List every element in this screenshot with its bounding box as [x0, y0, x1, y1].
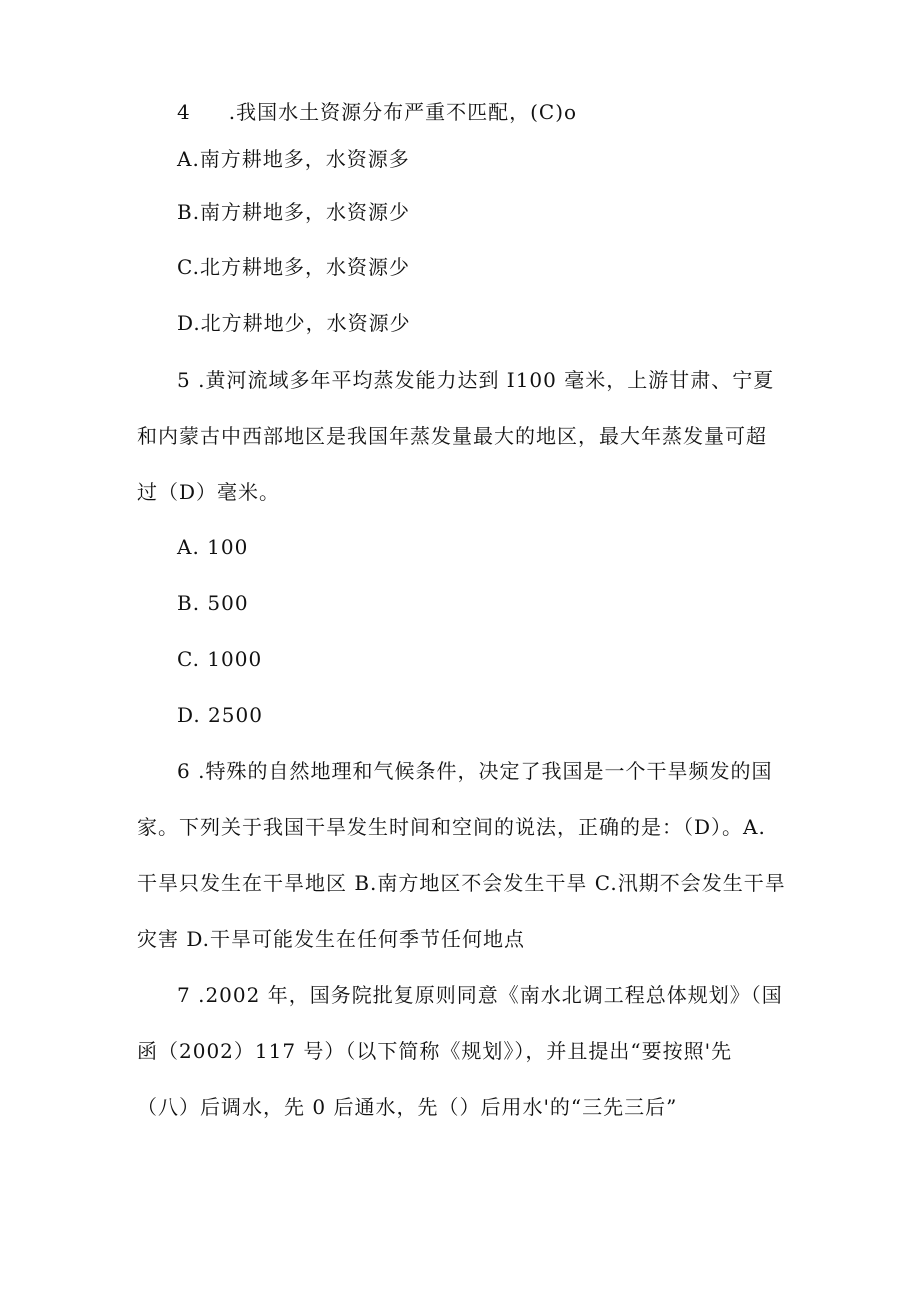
question-4-option-d: D.北方耕地少，水资源少 [177, 311, 411, 335]
question-4-text: .我国水土资源分布严重不匹配，(C)o [228, 100, 578, 124]
question-4-stem [177, 98, 577, 126]
question-7-line-2: 函（2002）117 号）（以下简称《规划》），并且提出“要按照'先 [137, 1039, 733, 1063]
question-5-line-2: 和内蒙古中西部地区是我国年蒸发量最大的地区，最大年蒸发量可超 [137, 424, 767, 448]
question-4-number: 4 [177, 100, 191, 124]
question-6-line-1: 6 .特殊的自然地理和气候条件，决定了我国是一个干旱频发的国 [177, 759, 773, 783]
question-4-option-a: A.南方耕地多，水资源多 [177, 147, 410, 171]
question-6-line-3: 干旱只发生在干旱地区 B.南方地区不会发生干旱 C.汛期不会发生干旱 [137, 871, 786, 895]
question-5-option-b: B. 500 [177, 591, 249, 615]
question-7-line-1: 7 .2002 年，国务院批复原则同意《南水北调工程总体规划》（国 [177, 983, 783, 1007]
question-5-line-1: 5 .黄河流域多年平均蒸发能力达到 I100 毫米，上游甘肃、宁夏 [177, 368, 775, 392]
question-5-line-3: 过（D）毫米。 [137, 480, 281, 504]
question-6-line-2: 家。下列关于我国干旱发生时间和空间的说法，正确的是：（D）。A. [137, 815, 766, 839]
question-6-line-4: 灾害 D.干旱可能发生在任何季节任何地点 [137, 927, 526, 951]
question-5-option-a: A. 100 [177, 535, 249, 559]
question-4-option-b: B.南方耕地多，水资源少 [177, 200, 411, 224]
question-5-option-c: C. 1000 [177, 647, 263, 671]
question-4-option-c: C.北方耕地多，水资源少 [177, 255, 410, 279]
question-5-option-d: D. 2500 [177, 703, 263, 727]
question-7-line-3: （八）后调水，先 0 后通水，先（）后用水'的“三先三后” [137, 1095, 678, 1119]
